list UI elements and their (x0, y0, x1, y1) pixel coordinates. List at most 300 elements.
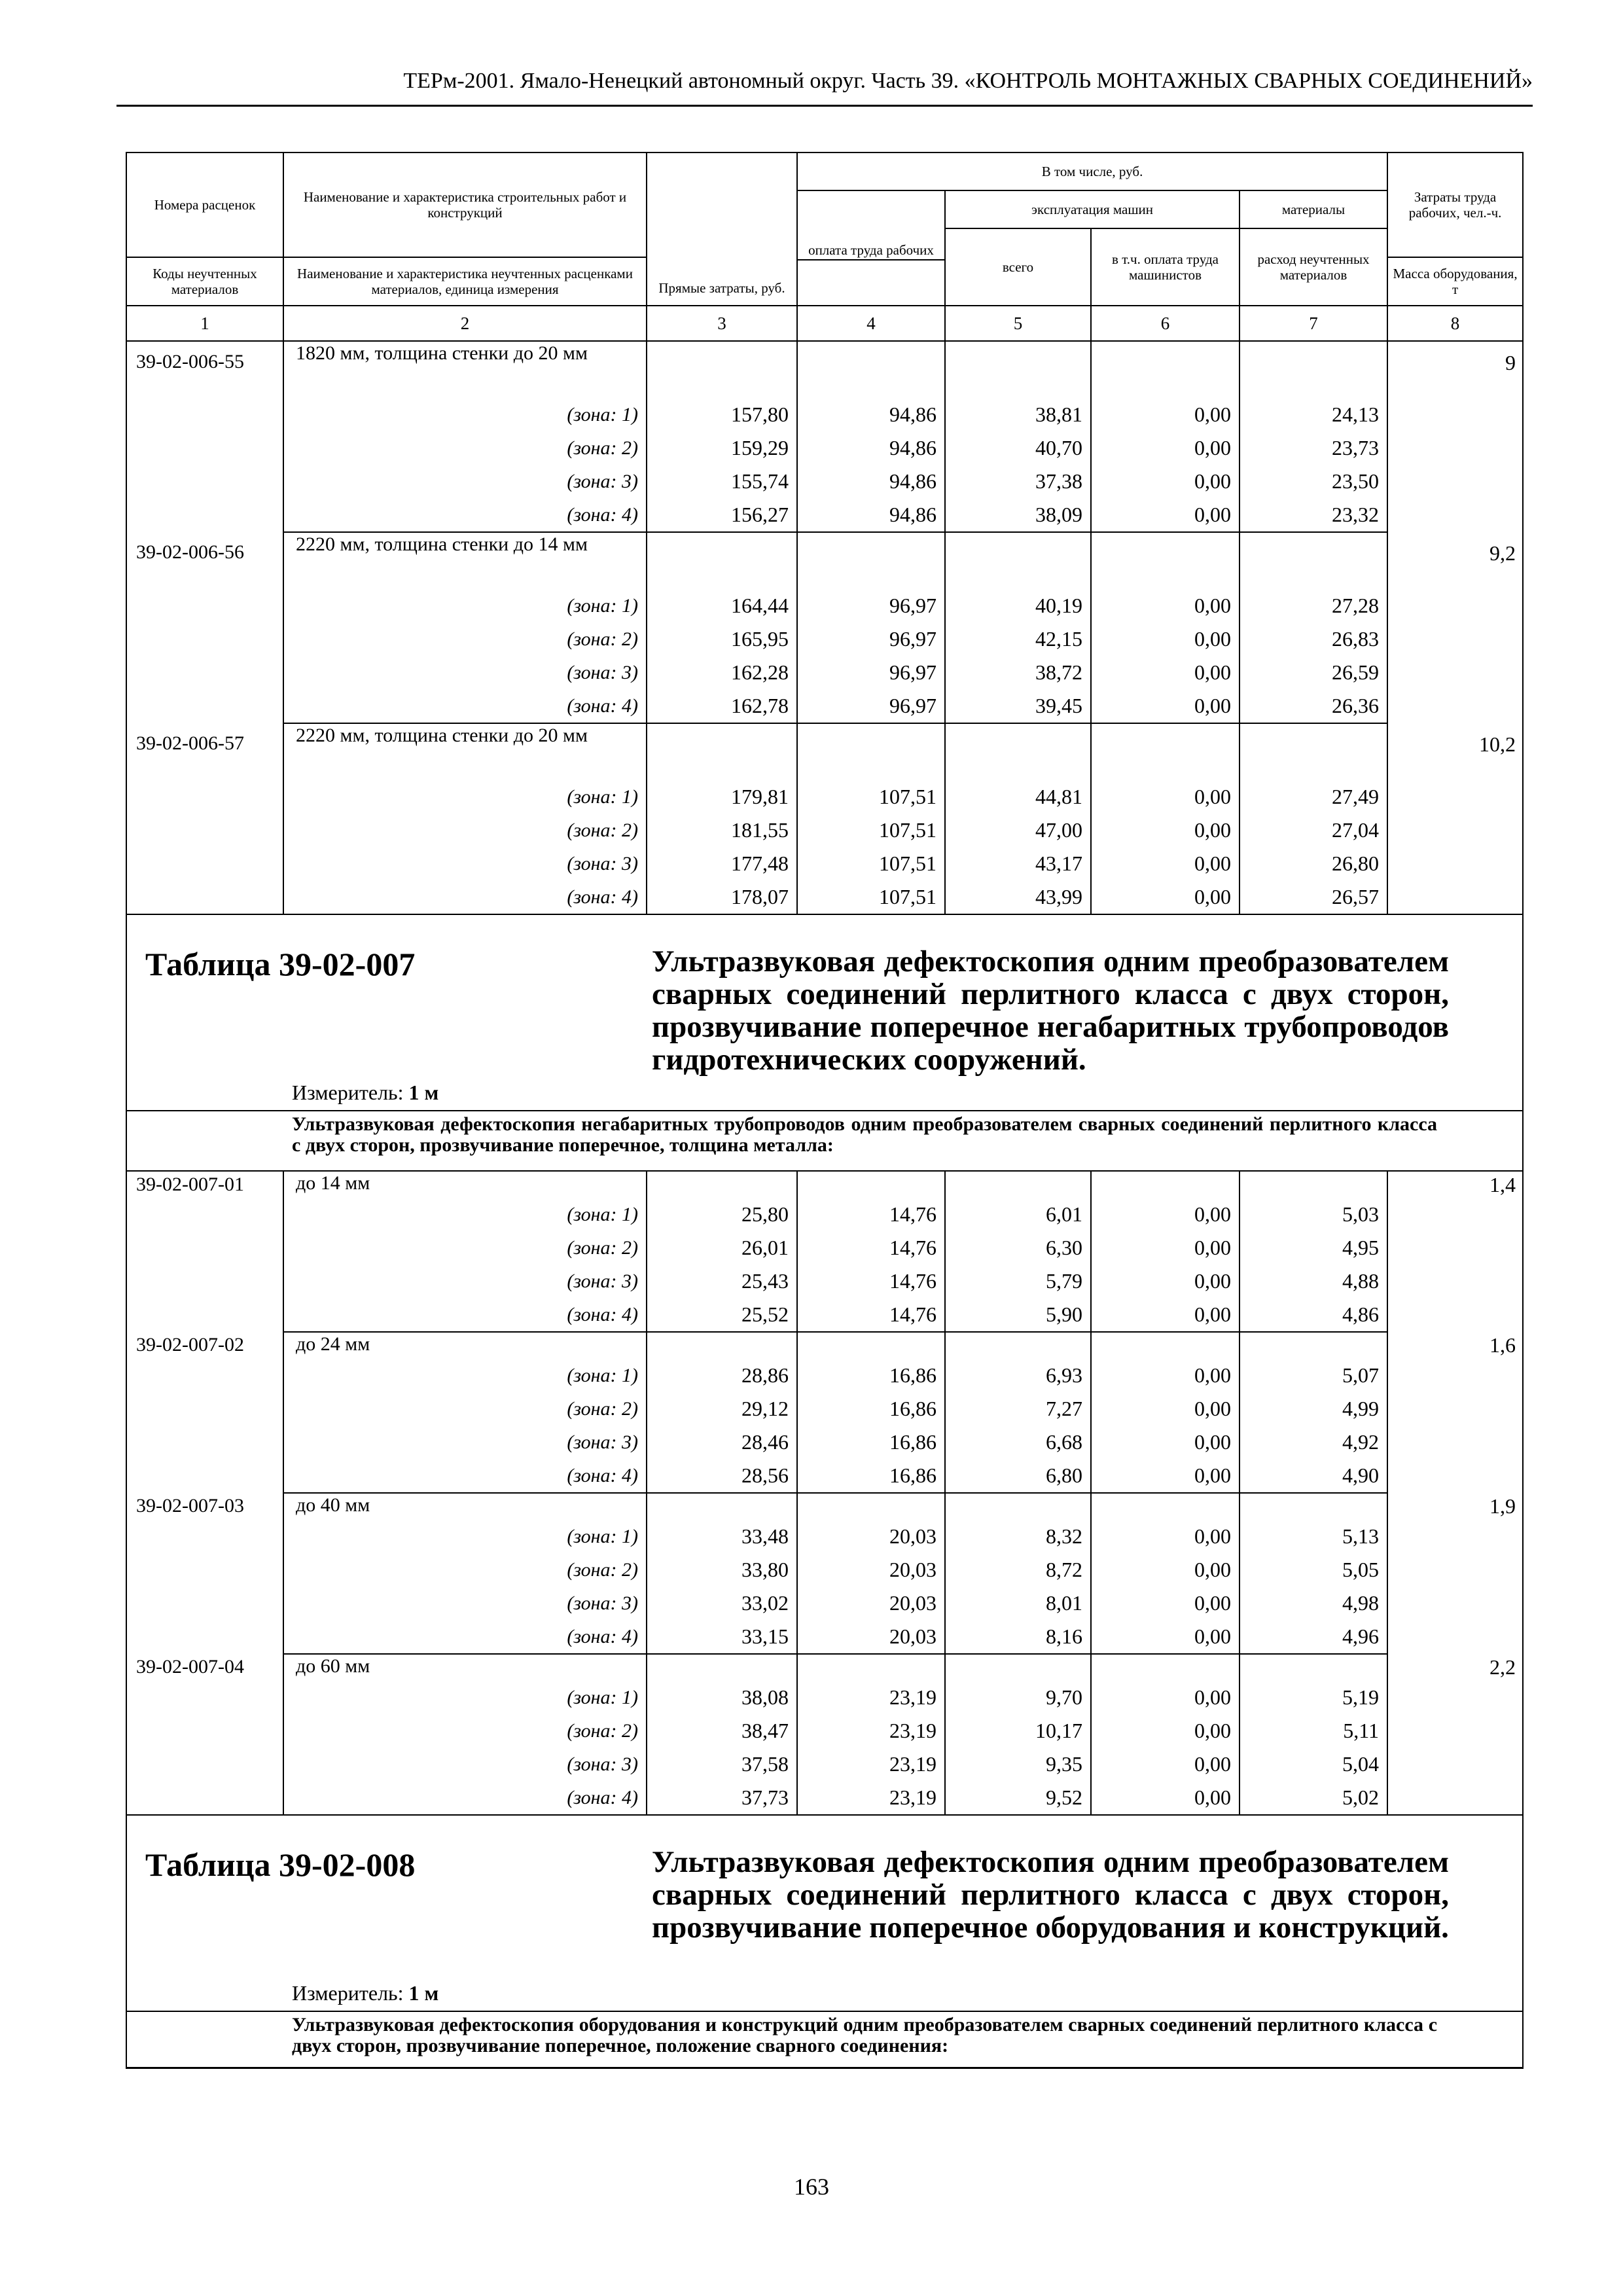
machine-costs: 10,17 (945, 1714, 1091, 1748)
machine-costs: 37,38 (945, 465, 1091, 498)
direct-costs: 156,27 (647, 498, 797, 532)
col-code-top: Номера расценок (126, 152, 283, 257)
table-008-subheader: Ультразвуковая дефектоскопия оборудования и конструкций одним преобразователем сварных соединений перлитного класса с двух сторон, прозвучивание поперечное, положение сварного соединения: (126, 2011, 1523, 2068)
worker-wages: 96,97 (797, 689, 945, 723)
direct-costs: 26,01 (647, 1231, 797, 1265)
table-008-unit (292, 1981, 438, 2005)
worker-wages: 14,76 (797, 1231, 945, 1265)
empty-cell (647, 1654, 797, 1681)
empty-cell (1091, 1171, 1240, 1198)
material-costs: 5,03 (1240, 1198, 1387, 1231)
worker-wages: 16,86 (797, 1426, 945, 1459)
machine-costs: 5,79 (945, 1265, 1091, 1298)
worker-wages: 23,19 (797, 1781, 945, 1815)
material-costs: 4,88 (1240, 1265, 1387, 1298)
machine-costs: 40,19 (945, 589, 1091, 622)
machinist-wages: 0,00 (1091, 1748, 1240, 1781)
table-row (126, 341, 1523, 398)
rate-code: 39-02-007-01 (126, 1171, 283, 1332)
worker-wages: 96,97 (797, 589, 945, 622)
table-row (126, 1654, 1523, 1681)
rate-code: 39-02-007-03 (126, 1493, 283, 1654)
material-costs: 26,59 (1240, 656, 1387, 689)
machine-costs: 44,81 (945, 780, 1091, 814)
direct-costs: 28,56 (647, 1459, 797, 1493)
machinist-wages: 0,00 (1091, 1714, 1240, 1748)
machine-costs: 39,45 (945, 689, 1091, 723)
table-008-header (126, 1815, 1523, 2011)
zone-row (126, 1553, 1523, 1587)
rate-name: до 40 мм (283, 1493, 647, 1520)
zone-label: (зона: 2) (283, 1714, 647, 1748)
direct-costs: 25,80 (647, 1198, 797, 1231)
zone-label: (зона: 3) (283, 1265, 647, 1298)
table-008-label: Таблица 39-02-008 (145, 1846, 416, 1883)
direct-costs: 37,73 (647, 1781, 797, 1815)
empty-cell (1240, 723, 1387, 780)
machinist-wages: 0,00 (1091, 1459, 1240, 1493)
zone-row (126, 589, 1523, 622)
col-number: 1 (126, 306, 283, 341)
header-rule (116, 105, 1533, 107)
machinist-wages: 0,00 (1091, 1781, 1240, 1815)
zone-row (126, 1231, 1523, 1265)
zone-label: (зона: 1) (283, 398, 647, 431)
machine-costs: 9,70 (945, 1681, 1091, 1714)
direct-costs: 25,52 (647, 1298, 797, 1332)
machine-costs: 43,17 (945, 847, 1091, 880)
zone-row (126, 1781, 1523, 1815)
zone-label: (зона: 2) (283, 622, 647, 656)
worker-wages: 107,51 (797, 847, 945, 880)
col-direct: Прямые затраты, руб. (647, 152, 797, 306)
zone-label: (зона: 3) (283, 847, 647, 880)
empty-cell (1240, 341, 1387, 398)
empty-cell (797, 532, 945, 589)
worker-wages: 96,97 (797, 656, 945, 689)
empty-cell (647, 1171, 797, 1198)
zone-label: (зона: 1) (283, 589, 647, 622)
material-costs: 24,13 (1240, 398, 1387, 431)
empty-cell (647, 1493, 797, 1520)
page-header: ТЕРм-2001. Ямало-Ненецкий автономный округ. Часть 39. «КОНТРОЛЬ МОНТАЖНЫХ СВАРНЫХ СОЕДИНЕНИЙ» (403, 69, 1533, 93)
labor-cost: 9,2 (1387, 532, 1523, 723)
machine-costs: 38,72 (945, 656, 1091, 689)
empty-cell (945, 532, 1091, 589)
zone-row (126, 1587, 1523, 1620)
machinist-wages: 0,00 (1091, 1681, 1240, 1714)
machine-costs: 38,81 (945, 398, 1091, 431)
empty-cell (1091, 1493, 1240, 1520)
worker-wages: 14,76 (797, 1198, 945, 1231)
empty-cell (797, 1493, 945, 1520)
empty-cell (797, 1171, 945, 1198)
zone-row (126, 1520, 1523, 1553)
unit-value: 1 м (408, 1981, 439, 2005)
machinist-wages: 0,00 (1091, 431, 1240, 465)
zone-label: (зона: 4) (283, 498, 647, 532)
material-costs: 23,73 (1240, 431, 1387, 465)
col-number: 5 (945, 306, 1091, 341)
rate-code: 39-02-007-04 (126, 1654, 283, 1815)
zone-label: (зона: 3) (283, 656, 647, 689)
zone-label: (зона: 4) (283, 1298, 647, 1332)
worker-wages: 20,03 (797, 1587, 945, 1620)
material-costs: 4,95 (1240, 1231, 1387, 1265)
col-unaccounted-materials: расход неучтенных материалов (1240, 228, 1387, 306)
labor-cost: 1,6 (1387, 1332, 1523, 1493)
direct-costs: 164,44 (647, 589, 797, 622)
machine-costs: 38,09 (945, 498, 1091, 532)
empty-cell (1240, 1493, 1387, 1520)
worker-wages: 23,19 (797, 1681, 945, 1714)
rate-code: 39-02-006-56 (126, 532, 283, 723)
machine-costs: 6,01 (945, 1198, 1091, 1231)
direct-costs: 181,55 (647, 814, 797, 847)
worker-wages: 16,86 (797, 1459, 945, 1493)
material-costs: 26,80 (1240, 847, 1387, 880)
rate-name: до 60 мм (283, 1654, 647, 1681)
zone-row (126, 622, 1523, 656)
zone-row (126, 1265, 1523, 1298)
machinist-wages: 0,00 (1091, 465, 1240, 498)
zone-row (126, 814, 1523, 847)
worker-wages: 94,86 (797, 398, 945, 431)
material-costs: 5,07 (1240, 1359, 1387, 1392)
col-machines: эксплуатация машин (945, 190, 1240, 228)
table-007-title: Ультразвуковая дефектоскопия одним преобразователем сварных соединений перлитного класса с двух сторон, прозвучивание поперечное негабаритных трубопроводов гидротехнических сооружений. (652, 944, 1449, 1077)
machinist-wages: 0,00 (1091, 814, 1240, 847)
machinist-wages: 0,00 (1091, 847, 1240, 880)
machine-costs: 43,99 (945, 880, 1091, 914)
material-costs: 4,96 (1240, 1620, 1387, 1654)
direct-costs: 162,78 (647, 689, 797, 723)
direct-costs: 162,28 (647, 656, 797, 689)
col-number: 3 (647, 306, 797, 341)
machine-costs: 9,35 (945, 1748, 1091, 1781)
worker-wages: 20,03 (797, 1620, 945, 1654)
labor-cost: 9 (1387, 341, 1523, 532)
zone-row (126, 1298, 1523, 1332)
machine-costs: 5,90 (945, 1298, 1091, 1332)
machine-costs: 8,01 (945, 1587, 1091, 1620)
material-costs: 5,19 (1240, 1681, 1387, 1714)
zone-row (126, 780, 1523, 814)
labor-cost: 10,2 (1387, 723, 1523, 914)
direct-costs: 179,81 (647, 780, 797, 814)
machinist-wages: 0,00 (1091, 1231, 1240, 1265)
machinist-wages: 0,00 (1091, 880, 1240, 914)
table-row (126, 723, 1523, 780)
worker-wages: 94,86 (797, 431, 945, 465)
machinist-wages: 0,00 (1091, 498, 1240, 532)
col-mach-wages: в т.ч. оплата труда машинистов (1091, 228, 1240, 306)
machine-costs: 40,70 (945, 431, 1091, 465)
direct-costs: 33,80 (647, 1553, 797, 1587)
table-007-label: Таблица 39-02-007 (145, 946, 416, 982)
table-section-006 (126, 341, 1523, 914)
zone-row (126, 1714, 1523, 1748)
labor-cost: 1,9 (1387, 1493, 1523, 1654)
zone-label: (зона: 2) (283, 1231, 647, 1265)
material-costs: 23,32 (1240, 498, 1387, 532)
empty-cell (647, 341, 797, 398)
material-costs: 26,57 (1240, 880, 1387, 914)
material-costs: 27,28 (1240, 589, 1387, 622)
direct-costs: 159,29 (647, 431, 797, 465)
machinist-wages: 0,00 (1091, 689, 1240, 723)
material-costs: 5,04 (1240, 1748, 1387, 1781)
empty-cell (945, 723, 1091, 780)
table-row (126, 1493, 1523, 1520)
empty-cell (647, 723, 797, 780)
unit-value: 1 м (408, 1081, 439, 1104)
machine-costs: 47,00 (945, 814, 1091, 847)
direct-costs: 37,58 (647, 1748, 797, 1781)
worker-wages: 96,97 (797, 622, 945, 656)
machinist-wages: 0,00 (1091, 1298, 1240, 1332)
machinist-wages: 0,00 (1091, 1265, 1240, 1298)
zone-row (126, 431, 1523, 465)
machinist-wages: 0,00 (1091, 1553, 1240, 1587)
material-costs: 4,99 (1240, 1392, 1387, 1426)
direct-costs: 165,95 (647, 622, 797, 656)
table-row (126, 1332, 1523, 1359)
zone-label: (зона: 1) (283, 780, 647, 814)
worker-wages: 20,03 (797, 1520, 945, 1553)
col-number: 7 (1240, 306, 1387, 341)
col-mach-total: всего (945, 228, 1091, 306)
worker-wages: 107,51 (797, 880, 945, 914)
material-costs: 26,83 (1240, 622, 1387, 656)
zone-row (126, 656, 1523, 689)
empty-cell (797, 723, 945, 780)
machinist-wages: 0,00 (1091, 1520, 1240, 1553)
machine-costs: 6,93 (945, 1359, 1091, 1392)
worker-wages: 14,76 (797, 1265, 945, 1298)
empty-cell (945, 1171, 1091, 1198)
empty-cell (647, 532, 797, 589)
material-costs: 26,36 (1240, 689, 1387, 723)
material-costs: 4,86 (1240, 1298, 1387, 1332)
machine-costs: 7,27 (945, 1392, 1091, 1426)
col-code-bottom: Коды неучтенных материалов (126, 257, 283, 306)
empty-cell (1240, 1171, 1387, 1198)
zone-row (126, 1459, 1523, 1493)
machinist-wages: 0,00 (1091, 780, 1240, 814)
empty-cell (945, 341, 1091, 398)
machine-costs: 8,16 (945, 1620, 1091, 1654)
empty-cell (1240, 1332, 1387, 1359)
machine-costs: 6,80 (945, 1459, 1091, 1493)
col-number: 6 (1091, 306, 1240, 341)
zone-row (126, 689, 1523, 723)
table-007-header (126, 914, 1523, 1111)
col-name-top: Наименование и характеристика строительных работ и конструкций (283, 152, 647, 257)
machinist-wages: 0,00 (1091, 1587, 1240, 1620)
zone-row (126, 847, 1523, 880)
empty-cell (1091, 723, 1240, 780)
zone-label: (зона: 2) (283, 814, 647, 847)
col-number: 2 (283, 306, 647, 341)
empty-cell (945, 1493, 1091, 1520)
zone-label: (зона: 1) (283, 1198, 647, 1231)
direct-costs: 25,43 (647, 1265, 797, 1298)
zone-label: (зона: 3) (283, 1426, 647, 1459)
price-table (126, 152, 1524, 2069)
material-costs: 4,92 (1240, 1426, 1387, 1459)
machinist-wages: 0,00 (1091, 622, 1240, 656)
worker-wages: 94,86 (797, 465, 945, 498)
direct-costs: 177,48 (647, 847, 797, 880)
empty-cell (1240, 1654, 1387, 1681)
zone-row (126, 880, 1523, 914)
empty-cell (797, 341, 945, 398)
machine-costs: 9,52 (945, 1781, 1091, 1815)
material-costs: 4,90 (1240, 1459, 1387, 1493)
col-number: 8 (1387, 306, 1523, 341)
zone-label: (зона: 1) (283, 1520, 647, 1553)
material-costs: 5,05 (1240, 1553, 1387, 1587)
machinist-wages: 0,00 (1091, 589, 1240, 622)
material-costs: 27,04 (1240, 814, 1387, 847)
material-costs: 5,13 (1240, 1520, 1387, 1553)
empty-cell (945, 1332, 1091, 1359)
worker-wages: 23,19 (797, 1714, 945, 1748)
empty-cell (1091, 1654, 1240, 1681)
direct-costs: 155,74 (647, 465, 797, 498)
machinist-wages: 0,00 (1091, 656, 1240, 689)
col-including: В том числе, руб. (797, 152, 1387, 190)
rate-name: до 24 мм (283, 1332, 647, 1359)
unit-label: Измеритель: (292, 1081, 404, 1104)
machinist-wages: 0,00 (1091, 1359, 1240, 1392)
table-007-unit (292, 1081, 438, 1105)
empty-cell (1091, 341, 1240, 398)
labor-cost: 1,4 (1387, 1171, 1523, 1332)
empty-cell (1091, 532, 1240, 589)
direct-costs: 28,46 (647, 1426, 797, 1459)
zone-row (126, 465, 1523, 498)
material-costs: 4,98 (1240, 1587, 1387, 1620)
machine-costs: 8,72 (945, 1553, 1091, 1587)
col-materials: материалы (1240, 190, 1387, 228)
zone-row (126, 1392, 1523, 1426)
zone-label: (зона: 3) (283, 1748, 647, 1781)
col-mass: Масса оборудования, т (1387, 257, 1523, 306)
machinist-wages: 0,00 (1091, 1392, 1240, 1426)
machine-costs: 42,15 (945, 622, 1091, 656)
col-name-bottom: Наименование и характеристика неучтенных расценками материалов, единица измерения (283, 257, 647, 306)
worker-wages: 14,76 (797, 1298, 945, 1332)
direct-costs: 38,47 (647, 1714, 797, 1748)
worker-wages: 20,03 (797, 1553, 945, 1587)
empty-cell (1240, 532, 1387, 589)
zone-label: (зона: 4) (283, 689, 647, 723)
machinist-wages: 0,00 (1091, 1426, 1240, 1459)
zone-row (126, 498, 1523, 532)
unit-label: Измеритель: (292, 1981, 404, 2005)
rate-name: 2220 мм, толщина стенки до 20 мм (283, 723, 647, 780)
machine-costs: 6,68 (945, 1426, 1091, 1459)
table-row (126, 532, 1523, 589)
direct-costs: 38,08 (647, 1681, 797, 1714)
worker-wages: 94,86 (797, 498, 945, 532)
machinist-wages: 0,00 (1091, 398, 1240, 431)
zone-label: (зона: 2) (283, 1392, 647, 1426)
zone-label: (зона: 1) (283, 1359, 647, 1392)
material-costs: 23,50 (1240, 465, 1387, 498)
zone-row (126, 1620, 1523, 1654)
col-number: 4 (797, 306, 945, 341)
table-007-subheader: Ультразвуковая дефектоскопия негабаритных трубопроводов одним преобразователем сварных соединений перлитного класса с двух сторон, прозвучивание поперечное, толщина металла: (126, 1111, 1523, 1171)
zone-row (126, 398, 1523, 431)
worker-wages: 23,19 (797, 1748, 945, 1781)
direct-costs: 33,15 (647, 1620, 797, 1654)
table-row (126, 1171, 1523, 1198)
rate-name: 2220 мм, толщина стенки до 14 мм (283, 532, 647, 589)
rate-code: 39-02-006-55 (126, 341, 283, 532)
zone-label: (зона: 3) (283, 465, 647, 498)
direct-costs: 33,02 (647, 1587, 797, 1620)
zone-row (126, 1359, 1523, 1392)
zone-label: (зона: 4) (283, 880, 647, 914)
direct-costs: 29,12 (647, 1392, 797, 1426)
machinist-wages: 0,00 (1091, 1620, 1240, 1654)
worker-wages: 16,86 (797, 1359, 945, 1392)
direct-costs: 28,86 (647, 1359, 797, 1392)
zone-label: (зона: 4) (283, 1459, 647, 1493)
zone-label: (зона: 4) (283, 1620, 647, 1654)
rate-code: 39-02-007-02 (126, 1332, 283, 1493)
col-wages: оплата труда рабочих (797, 190, 945, 260)
col-labor-top: Затраты труда рабочих, чел.-ч. (1387, 152, 1523, 257)
direct-costs: 33,48 (647, 1520, 797, 1553)
worker-wages: 107,51 (797, 780, 945, 814)
direct-costs: 157,80 (647, 398, 797, 431)
machinist-wages: 0,00 (1091, 1198, 1240, 1231)
material-costs: 27,49 (1240, 780, 1387, 814)
empty-cell (1091, 1332, 1240, 1359)
empty-cell (797, 1332, 945, 1359)
zone-label: (зона: 2) (283, 1553, 647, 1587)
material-costs: 5,11 (1240, 1714, 1387, 1748)
page-number: 163 (794, 2174, 829, 2200)
worker-wages: 107,51 (797, 814, 945, 847)
zone-label: (зона: 1) (283, 1681, 647, 1714)
machine-costs: 6,30 (945, 1231, 1091, 1265)
empty-cell (945, 1654, 1091, 1681)
zone-label: (зона: 3) (283, 1587, 647, 1620)
worker-wages: 16,86 (797, 1392, 945, 1426)
labor-cost: 2,2 (1387, 1654, 1523, 1815)
rate-name: 1820 мм, толщина стенки до 20 мм (283, 341, 647, 398)
material-costs: 5,02 (1240, 1781, 1387, 1815)
empty-cell (647, 1332, 797, 1359)
table-section-007 (126, 1171, 1523, 1815)
table-008-title: Ультразвуковая дефектоскопия одним преобразователем сварных соединений перлитного класса с двух сторон, прозвучивание поперечное оборудования и конструкций. (652, 1845, 1449, 1945)
zone-row (126, 1426, 1523, 1459)
zone-row (126, 1748, 1523, 1781)
machine-costs: 8,32 (945, 1520, 1091, 1553)
zone-label: (зона: 2) (283, 431, 647, 465)
zone-row (126, 1681, 1523, 1714)
zone-label: (зона: 4) (283, 1781, 647, 1815)
direct-costs: 178,07 (647, 880, 797, 914)
rate-name: до 14 мм (283, 1171, 647, 1198)
rate-code: 39-02-006-57 (126, 723, 283, 914)
empty-cell (797, 1654, 945, 1681)
